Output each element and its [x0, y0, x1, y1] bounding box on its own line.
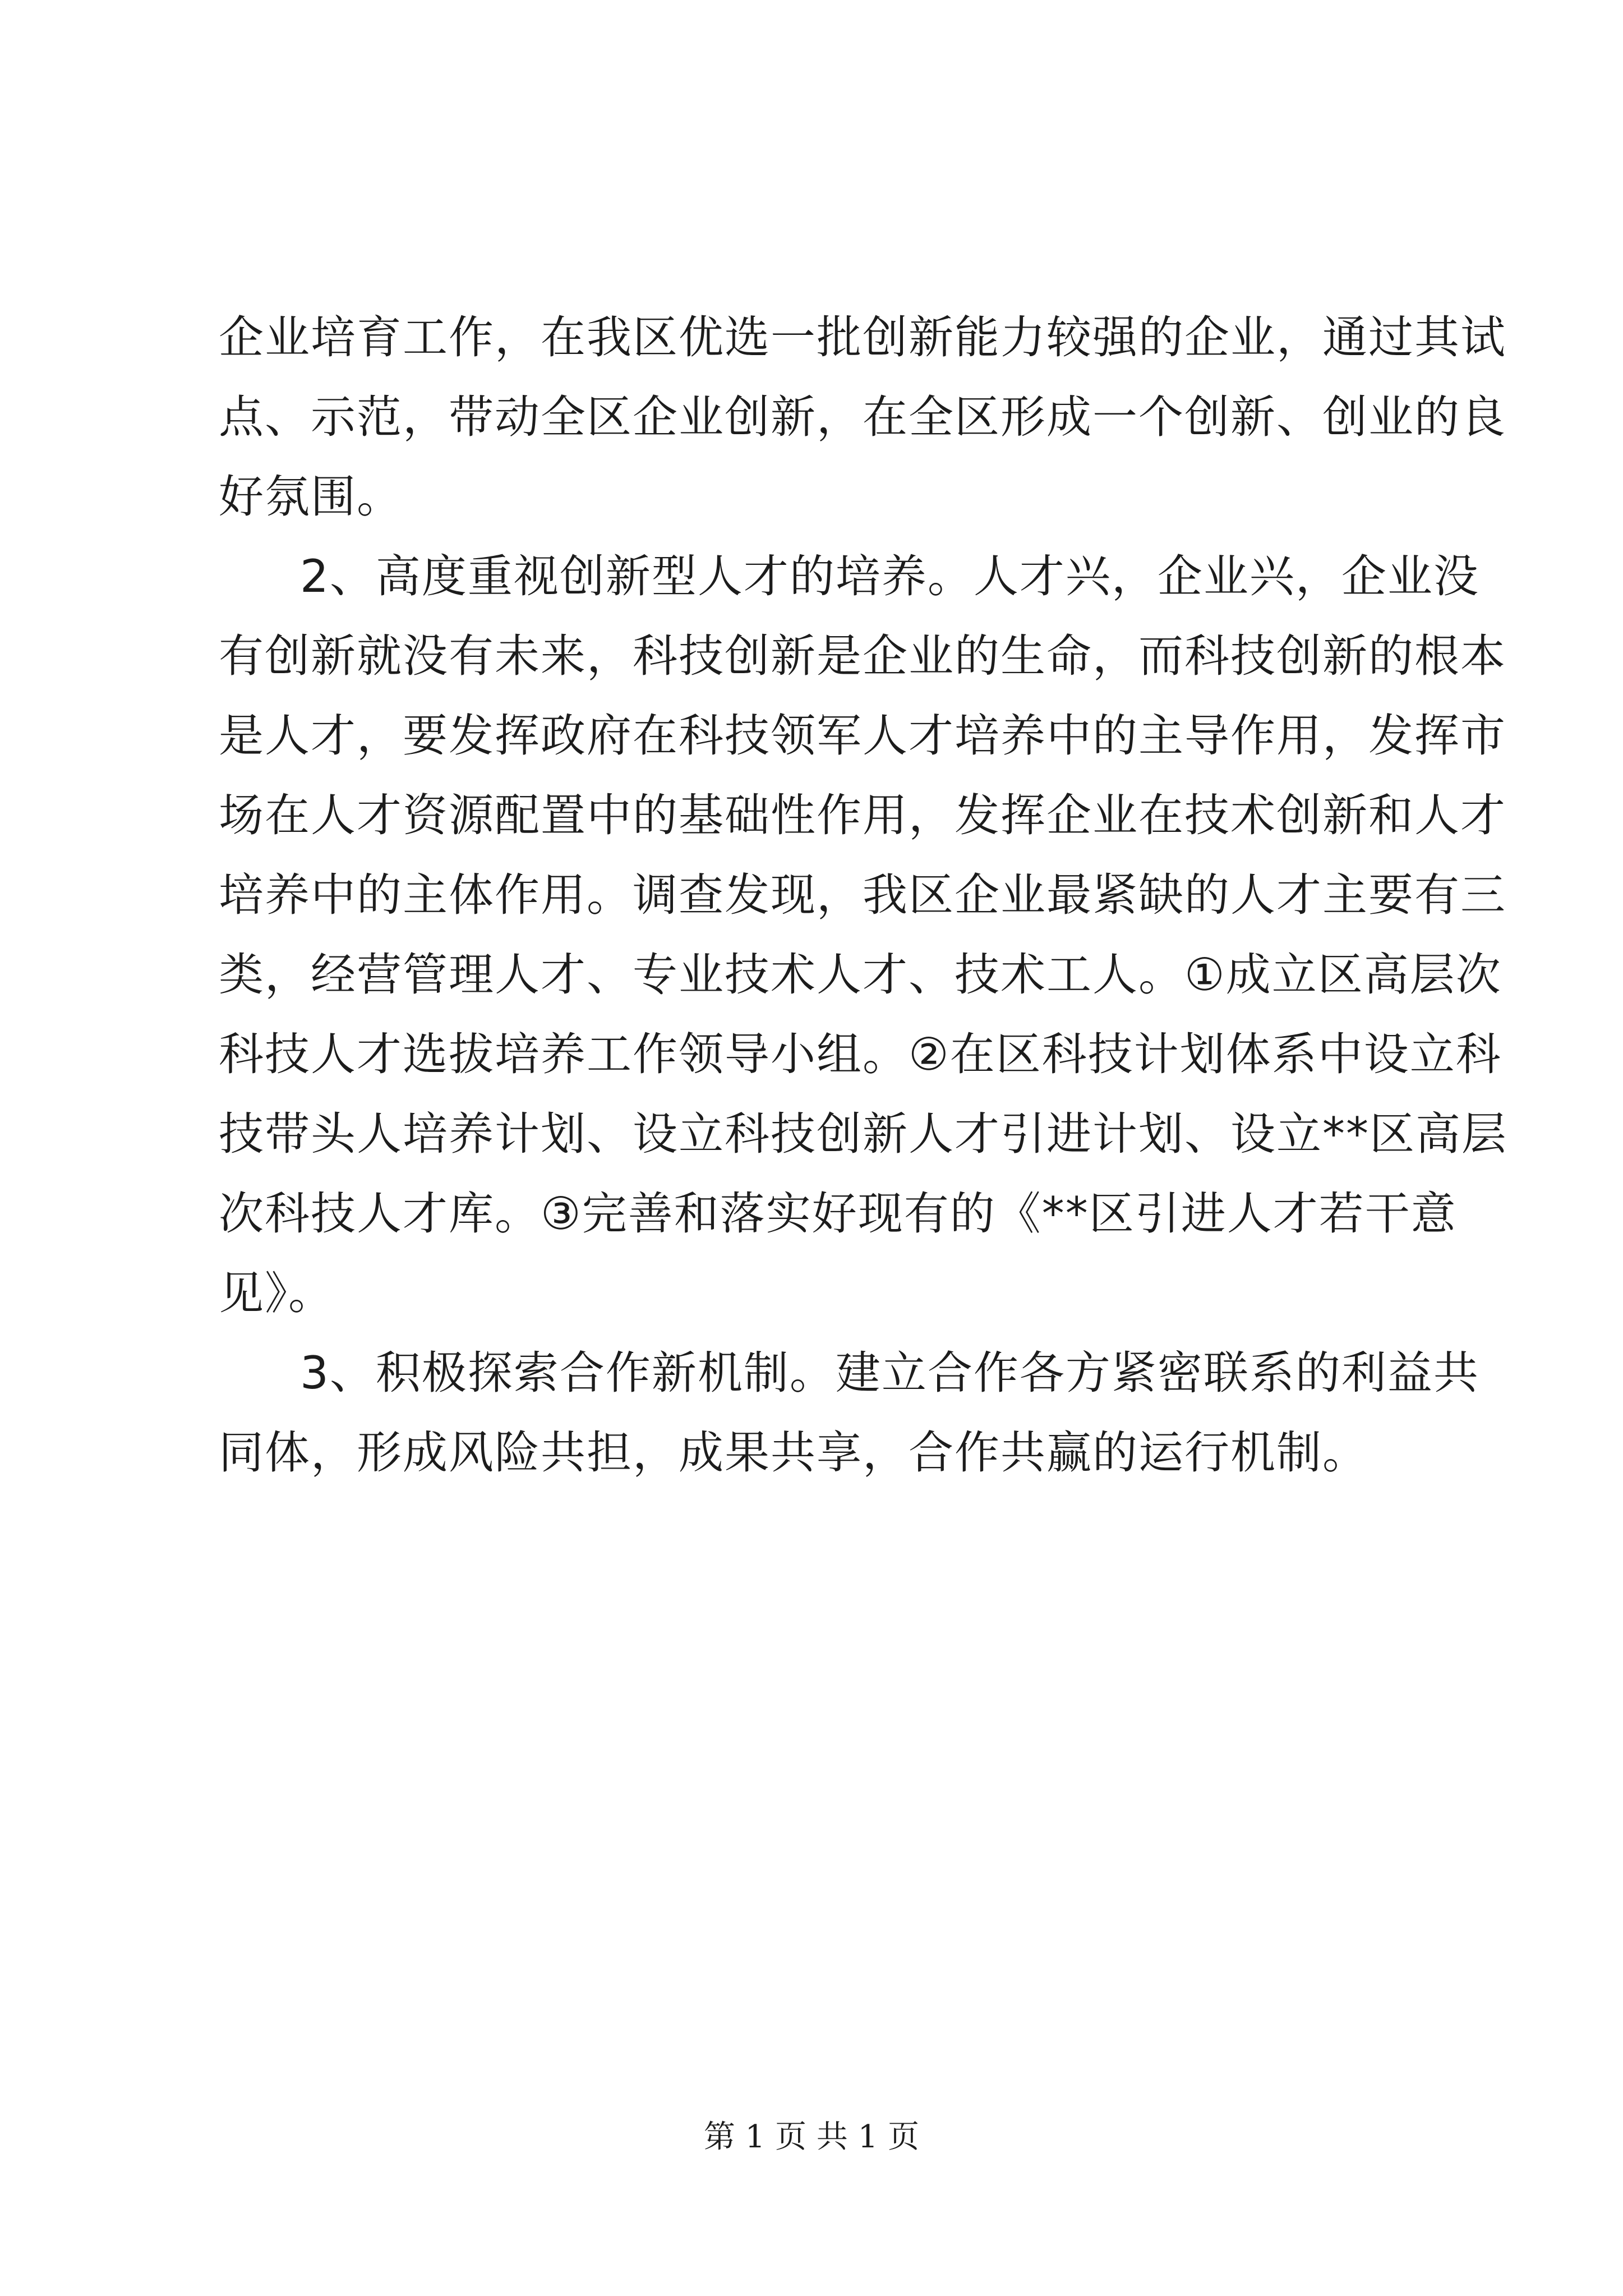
paragraph-2-line-1: 2、高度重视创新型人才的培养。人才兴，企业兴，企业没 [300, 550, 1479, 602]
paragraph-1-line-2: 点、示范，带动全区企业创新，在全区形成一个创新、创业的良 [219, 391, 1506, 443]
paragraph-3-line-1: 3、积极探索合作新机制。建立合作各方紧密联系的利益共 [300, 1347, 1479, 1399]
paragraph-1-line-3: 好氛围。 [219, 471, 403, 523]
paragraph-2-line-2: 有创新就没有未来，科技创新是企业的生命，而科技创新的根本 [219, 630, 1506, 682]
paragraph-2-line-8: 技带头人培养计划、设立科技创新人才引进计划、设立**区高层 [219, 1108, 1507, 1160]
paragraph-2-line-10: 见》。 [219, 1267, 334, 1319]
paragraph-3-line-2: 同体，形成风险共担，成果共享，合作共赢的运行机制。 [219, 1427, 1368, 1479]
paragraph-2-line-9: 次科技人才库。③完善和落实好现有的《**区引进人才若干意 [219, 1188, 1457, 1240]
paragraph-2-line-7: 科技人才选拔培养工作领导小组。②在区科技计划体系中设立科 [219, 1028, 1502, 1080]
paragraph-2-line-5: 培养中的主体作用。调查发现，我区企业最紧缺的人才主要有三 [219, 869, 1506, 921]
paragraph-1-line-1: 企业培育工作，在我区优选一批创新能力较强的企业，通过其试 [219, 311, 1506, 364]
paragraph-2-line-4: 场在人才资源配置中的基础性作用，发挥企业在技术创新和人才 [219, 789, 1506, 841]
paragraph-2-line-6: 类，经营管理人才、专业技术人才、技术工人。①成立区高层次 [219, 949, 1502, 1001]
paragraph-2-line-3: 是人才，要发挥政府在科技领军人才培养中的主导作用，发挥市 [219, 710, 1506, 762]
page-number-footer: 第 1 页 共 1 页 [703, 2119, 920, 2155]
